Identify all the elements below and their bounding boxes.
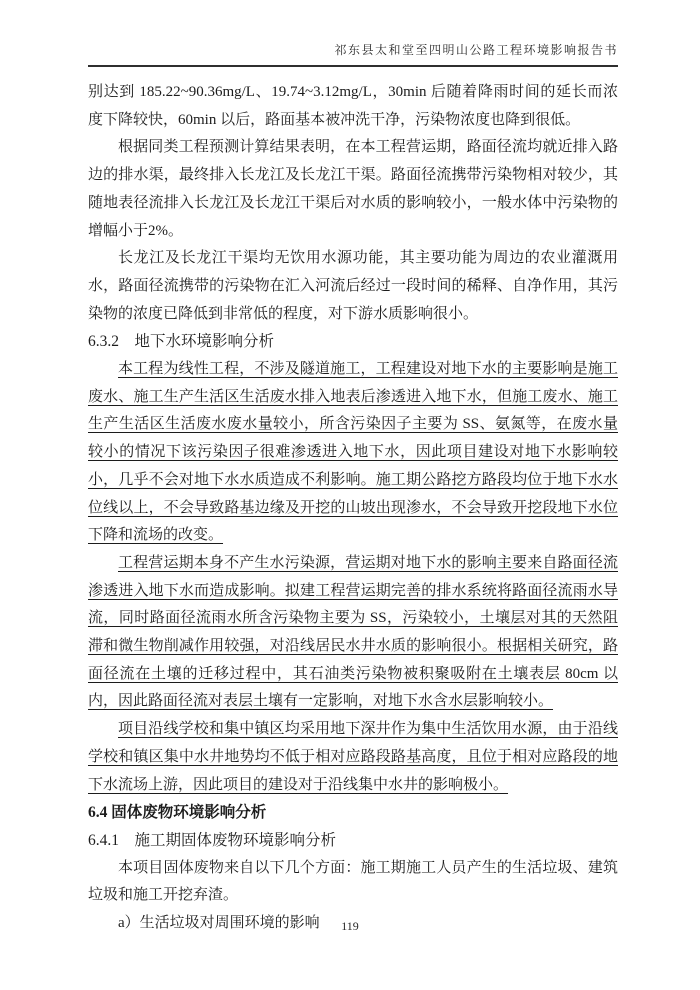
heading-6-3-2-groundwater: 6.3.2 地下水环境影响分析 xyxy=(88,333,275,351)
paragraph-irrigation-function: 长龙江及长龙江干渠均无饮用水源功能，其主要功能为周边的农业灌溉用水，路面径流携带的污染物在汇入河流后经过一段时间的稀释、自净作用，其污染物的浓度已降低到非常低的程度，对下游水质影响很小。 xyxy=(88,250,618,322)
header-rule xyxy=(88,65,618,67)
paragraph-runoff-drainage: 根据同类工程预测计算结果表明，在本工程营运期，路面径流均就近排入路边的排水渠，最终排入长龙江及长龙江干渠。路面径流携带污染物相对较少，其随地表径流排入长龙江及长龙江干渠后对水质的影响较小，一般水体中污染物的增幅小于2%。 xyxy=(88,139,618,239)
document-body xyxy=(88,79,618,938)
item-a-domestic-garbage: a）生活垃圾对周围环境的影响 xyxy=(118,915,320,932)
header-title: 祁东县太和堂至四明山公路工程环境影响报告书 xyxy=(334,43,618,57)
paragraph-solid-waste-sources: 本项目固体废物来自以下几个方面：施工期施工人员产生的生活垃圾、建筑垃圾和施工开挖弃渣。 xyxy=(88,859,618,904)
paragraph-groundwater-operation: 工程营运期本身不产生水污染源，营运期对地下水的影响主要来自路面径流渗透进入地下水而造成影响。拟建工程营运期完善的排水系统将路面径流雨水导流，同时路面径流雨水所含污染物主要为 SS，污染较小，土壤层对其的天然阻滞和微生物削减作用较强，对沿线居民水井水质的影响很小。根据相关研究，路面径流在土壤的迁移过程中，其石油类污染物被积聚吸附在土壤表层 80cm 以内，因此路面径流对表层土壤有一定影响，对地下水含水层影响较小。 xyxy=(88,554,618,710)
page-number: 119 xyxy=(341,919,359,933)
paragraph-wells-impact: 项目沿线学校和集中镇区均采用地下深井作为集中生活饮用水源，由于沿线学校和镇区集中水井地势均不低于相对应路段路基高度，且位于相对应路段的地下水流场上游，因此项目的建设对于沿线集中水井的影响极小。 xyxy=(88,721,618,793)
paragraph-groundwater-construction: 本工程为线性工程，不涉及隧道施工，工程建设对地下水的主要影响是施工废水、施工生产生活区生活废水排入地表后渗透进入地下水，但施工废水、施工生产生活区生活废水废水量较小，所含污染因子主要为 SS、氨氮等，在废水量较小的情况下该污染因子很难渗透进入地下水，因此项目建设对地下水影响较小，几乎不会对地下水水质造成不利影响。施工期公路挖方路段均位于地下水水位线以上，不会导致路基边缘及开挖的山坡出现渗水，不会导致开挖段地下水位下降和流场的改变。 xyxy=(88,361,618,544)
heading-6-4-1-construction-solid-waste: 6.4.1 施工期固体废物环境影响分析 xyxy=(88,831,337,849)
page-header xyxy=(88,0,618,67)
heading-6-4-solid-waste: 6.4 固体废物环境影响分析 xyxy=(88,804,267,822)
paragraph-runoff-concentration: 别达到 185.22~90.36mg/L、19.74~3.12mg/L，30min 后随着降雨时间的延长而浓度下降较快，60min 以后，路面基本被冲洗干净，污染物浓度也降到很低。 xyxy=(88,84,618,128)
